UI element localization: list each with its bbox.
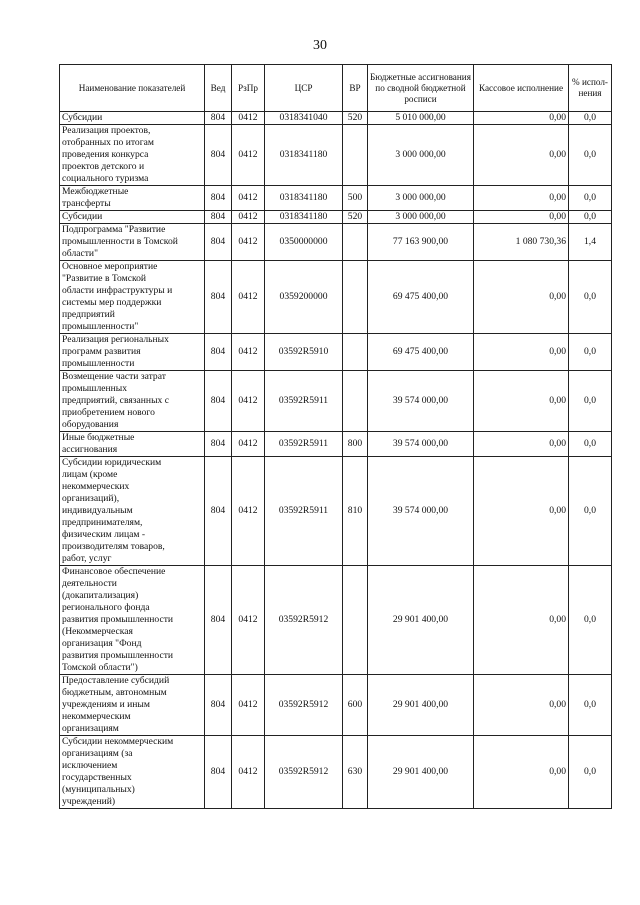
cell-budget-allocation: 39 574 000,00 [368, 457, 474, 566]
cell-cash-execution: 0,00 [474, 675, 569, 736]
cell-rzpr: 0412 [232, 566, 265, 675]
header-indicator-name: Наименование показателей [60, 65, 205, 112]
cell-rzpr: 0412 [232, 224, 265, 261]
cell-cash-execution: 0,00 [474, 736, 569, 809]
cell-execution-percent: 0,0 [569, 432, 612, 457]
cell-execution-percent: 0,0 [569, 186, 612, 211]
cell-cash-execution: 0,00 [474, 112, 569, 125]
page-number: 30 [313, 38, 327, 53]
cell-rzpr: 0412 [232, 211, 265, 224]
header-cash-execution: Кассовое исполнение [474, 65, 569, 112]
cell-indicator-name: Финансовое обеспечение деятельности (докапитализация) регионального фонда развития промышленности (Некоммерческая организация "Фонд развития промышленности Томской области") [60, 566, 205, 675]
cell-ved: 804 [205, 736, 232, 809]
cell-execution-percent: 0,0 [569, 125, 612, 186]
cell-budget-allocation: 29 901 400,00 [368, 566, 474, 675]
cell-vr: 800 [343, 432, 368, 457]
cell-ved: 804 [205, 371, 232, 432]
table-header [60, 65, 612, 112]
cell-cash-execution: 0,00 [474, 186, 569, 211]
cell-indicator-name: Субсидии юридическим лицам (кроме некоммерческих организаций), индивидуальным предпринимателям, физическим лицам - производителям товаров, работ, услуг [60, 457, 205, 566]
cell-budget-allocation: 5 010 000,00 [368, 112, 474, 125]
cell-csr: 0318341180 [265, 211, 343, 224]
table-row [60, 334, 612, 371]
cell-vr: 600 [343, 675, 368, 736]
table-row [60, 371, 612, 432]
cell-rzpr: 0412 [232, 457, 265, 566]
cell-rzpr: 0412 [232, 334, 265, 371]
cell-vr: 630 [343, 736, 368, 809]
cell-cash-execution: 1 080 730,36 [474, 224, 569, 261]
table-row [60, 736, 612, 809]
budget-execution-table [59, 64, 612, 809]
cell-indicator-name: Реализация региональных программ развития промышленности [60, 334, 205, 371]
cell-cash-execution: 0,00 [474, 432, 569, 457]
cell-indicator-name: Межбюджетные трансферты [60, 186, 205, 211]
cell-execution-percent: 0,0 [569, 112, 612, 125]
table-row [60, 432, 612, 457]
cell-cash-execution: 0,00 [474, 261, 569, 334]
table-row [60, 457, 612, 566]
cell-vr: 520 [343, 112, 368, 125]
cell-budget-allocation: 39 574 000,00 [368, 371, 474, 432]
cell-cash-execution: 0,00 [474, 371, 569, 432]
cell-csr: 0318341180 [265, 125, 343, 186]
cell-execution-percent: 0,0 [569, 566, 612, 675]
header-csr: ЦСР [265, 65, 343, 112]
table-body [60, 112, 612, 809]
cell-rzpr: 0412 [232, 432, 265, 457]
cell-indicator-name: Субсидии [60, 211, 205, 224]
cell-budget-allocation: 29 901 400,00 [368, 675, 474, 736]
cell-indicator-name: Предоставление субсидий бюджетным, автономным учреждениям и иным некоммерческим организациям [60, 675, 205, 736]
cell-indicator-name: Субсидии некоммерческим организациям (за исключением государственных (муниципальных) учреждений) [60, 736, 205, 809]
header-ved: Вед [205, 65, 232, 112]
cell-execution-percent: 0,0 [569, 736, 612, 809]
cell-budget-allocation: 69 475 400,00 [368, 334, 474, 371]
cell-rzpr: 0412 [232, 371, 265, 432]
header-rzpr: РзПр [232, 65, 265, 112]
cell-budget-allocation: 39 574 000,00 [368, 432, 474, 457]
cell-budget-allocation: 69 475 400,00 [368, 261, 474, 334]
cell-execution-percent: 0,0 [569, 457, 612, 566]
table-row [60, 224, 612, 261]
cell-execution-percent: 0,0 [569, 371, 612, 432]
table-row [60, 125, 612, 186]
cell-csr: 03592R5911 [265, 457, 343, 566]
cell-ved: 804 [205, 125, 232, 186]
cell-ved: 804 [205, 566, 232, 675]
cell-execution-percent: 0,0 [569, 334, 612, 371]
cell-cash-execution: 0,00 [474, 334, 569, 371]
cell-rzpr: 0412 [232, 675, 265, 736]
cell-budget-allocation: 3 000 000,00 [368, 125, 474, 186]
cell-rzpr: 0412 [232, 261, 265, 334]
cell-cash-execution: 0,00 [474, 457, 569, 566]
cell-execution-percent: 0,0 [569, 211, 612, 224]
header-execution-percent: % испол-нения [569, 65, 612, 112]
cell-csr: 03592R5910 [265, 334, 343, 371]
cell-execution-percent: 1,4 [569, 224, 612, 261]
cell-ved: 804 [205, 112, 232, 125]
table-row [60, 566, 612, 675]
cell-ved: 804 [205, 334, 232, 371]
cell-csr: 03592R5911 [265, 371, 343, 432]
cell-vr [343, 371, 368, 432]
table-row [60, 112, 612, 125]
cell-indicator-name: Субсидии [60, 112, 205, 125]
cell-vr [343, 224, 368, 261]
cell-indicator-name: Подпрограмма "Развитие промышленности в Томской области" [60, 224, 205, 261]
cell-execution-percent: 0,0 [569, 261, 612, 334]
cell-ved: 804 [205, 675, 232, 736]
cell-vr [343, 334, 368, 371]
cell-ved: 804 [205, 457, 232, 566]
cell-ved: 804 [205, 211, 232, 224]
table-row [60, 186, 612, 211]
cell-csr: 0350000000 [265, 224, 343, 261]
cell-rzpr: 0412 [232, 186, 265, 211]
cell-csr: 03592R5912 [265, 675, 343, 736]
cell-csr: 03592R5911 [265, 432, 343, 457]
cell-cash-execution: 0,00 [474, 211, 569, 224]
cell-budget-allocation: 29 901 400,00 [368, 736, 474, 809]
cell-ved: 804 [205, 432, 232, 457]
cell-vr: 520 [343, 211, 368, 224]
table-row [60, 675, 612, 736]
cell-budget-allocation: 3 000 000,00 [368, 186, 474, 211]
cell-rzpr: 0412 [232, 112, 265, 125]
cell-vr [343, 125, 368, 186]
cell-indicator-name: Реализация проектов, отобранных по итогам проведения конкурса проектов детского и социального туризма [60, 125, 205, 186]
cell-csr: 03592R5912 [265, 566, 343, 675]
cell-rzpr: 0412 [232, 125, 265, 186]
cell-cash-execution: 0,00 [474, 125, 569, 186]
cell-vr: 810 [343, 457, 368, 566]
cell-csr: 0359200000 [265, 261, 343, 334]
cell-indicator-name: Основное мероприятие "Развитие в Томской области инфраструктуры и системы мер поддержки предприятий промышленности" [60, 261, 205, 334]
cell-budget-allocation: 3 000 000,00 [368, 211, 474, 224]
cell-ved: 804 [205, 186, 232, 211]
header-vr: ВР [343, 65, 368, 112]
header-budget-allocations: Бюджетные ассигнования по сводной бюджетной росписи [368, 65, 474, 112]
cell-indicator-name: Возмещение части затрат промышленных предприятий, связанных с приобретением нового оборудования [60, 371, 205, 432]
cell-budget-allocation: 77 163 900,00 [368, 224, 474, 261]
cell-ved: 804 [205, 261, 232, 334]
cell-csr: 03592R5912 [265, 736, 343, 809]
cell-indicator-name: Иные бюджетные ассигнования [60, 432, 205, 457]
cell-ved: 804 [205, 224, 232, 261]
cell-execution-percent: 0,0 [569, 675, 612, 736]
cell-vr [343, 261, 368, 334]
cell-csr: 0318341040 [265, 112, 343, 125]
cell-vr [343, 566, 368, 675]
table-row [60, 211, 612, 224]
table-row [60, 261, 612, 334]
cell-rzpr: 0412 [232, 736, 265, 809]
cell-csr: 0318341180 [265, 186, 343, 211]
cell-vr: 500 [343, 186, 368, 211]
cell-cash-execution: 0,00 [474, 566, 569, 675]
